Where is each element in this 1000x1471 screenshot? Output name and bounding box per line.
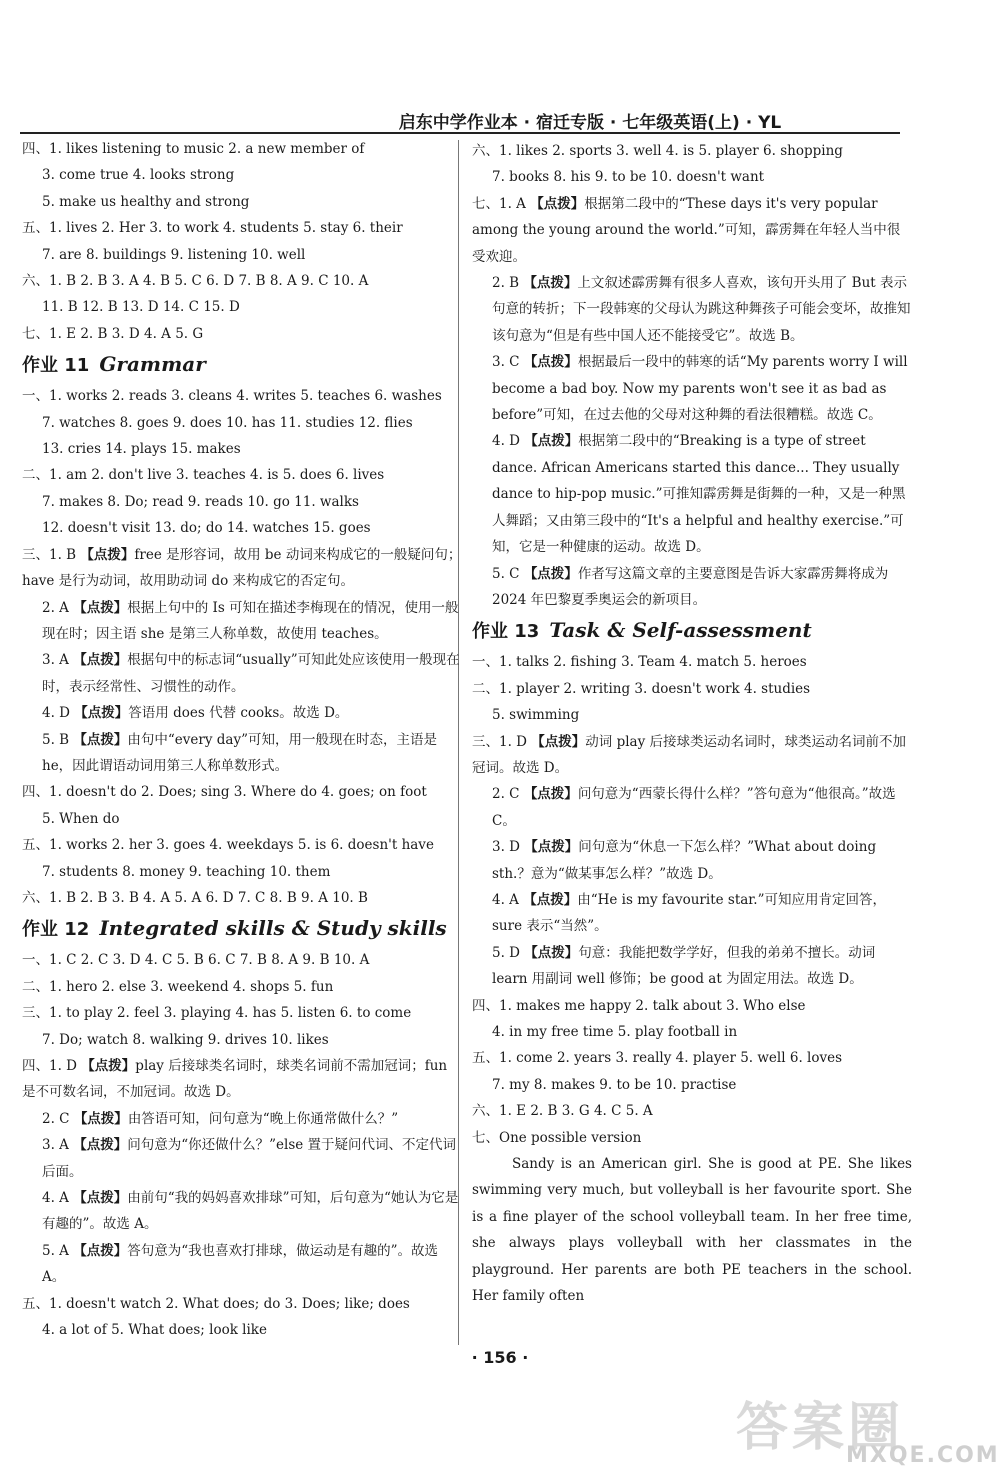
answer-line: 六、1. B 2. B 3. A 4. B 5. C 6. D 7. B 8. A 9. C 10. A: [22, 273, 369, 290]
explanation-text: 根据上句中的 Is 可知在描述李梅现在的情况，使用一般现在时；因主语 she 是第三人称单数，故使用 teaches。: [42, 599, 459, 642]
answer-line: 五、1. lives 2. Her 3. to work 4. students 5. stay 6. their: [22, 220, 403, 237]
answer-line: 7. are 8. buildings 9. listening 10. well: [42, 246, 306, 263]
item-number: 三、1. D: [472, 733, 527, 750]
explanation-text: play 后接球类名词时，球类名词前不需加冠词；fun 是不可数名词，不加冠词。故选 D。: [22, 1058, 448, 1101]
hint-tag: 【点拨】: [524, 433, 579, 450]
explanation-item: [22, 595, 462, 648]
explanation-item: [22, 727, 462, 780]
explanation-text: 由答语可知，问句意为“晚上你通常做什么？”: [127, 1110, 399, 1127]
item-number: 5. C: [492, 565, 520, 582]
item-number: 3. C: [492, 354, 520, 371]
answer-line: 一、1. C 2. C 3. D 4. C 5. B 6. C 7. B 8. A 9. B 10. A: [22, 952, 370, 969]
item-number: 3. A: [42, 652, 69, 669]
answer-line: 六、1. E 2. B 3. G 4. C 5. A: [472, 1103, 653, 1120]
explanation-item: [472, 349, 912, 428]
explanation-item: [472, 940, 912, 993]
explanation-text: 由前句“我的妈妈喜欢排球”可知，后句意为“她认为它是有趣的”。故选 A。: [42, 1190, 459, 1233]
explanation-item: [22, 542, 462, 595]
explanation-text: 动词 play 后接球类运动名词时，球类运动名词前不加冠词。故选 D。: [472, 733, 907, 776]
explanation-text: 句意：我能把数学学好，但我的弟弟不擅长。动词 learn 用副词 well 修饰；be good at 为固定用法。故选 D。: [492, 944, 876, 988]
sample-essay: Sandy is an American girl. She is good at PE. She likes swimming very much, but volleyball is her favourite sport. She is a fine player of the school volleyball team. In her free time, she always plays volleyball with her classmates in the playground. Her parents are both PE teachers in the school. Her family often: [472, 1156, 912, 1305]
item-number: 2. B: [492, 275, 520, 292]
explanation-text: 由“He is my favourite star.”可知应用肯定回答，sure 表示“当然”。: [492, 891, 886, 935]
answer-line: 二、1. am 2. don't live 3. teaches 4. is 5. does 6. lives: [22, 467, 385, 484]
hint-tag: 【点拨】: [80, 546, 135, 563]
answer-line: 五、1. doesn't watch 2. What does; do 3. Does; like; does: [22, 1295, 410, 1312]
explanation-text: 根据第二段中的“These days it's very popular among the young around the world.”可知，霹雳舞在年轻人当中很受欢迎。: [472, 195, 901, 265]
heading-label: 作业 11: [22, 355, 90, 377]
answer-line: 六、1. B 2. B 3. B 4. A 5. A 6. D 7. C 8. B 9. A 10. B: [22, 889, 368, 906]
item-number: 3. D: [492, 839, 520, 856]
hint-tag: 【点拨】: [523, 354, 578, 371]
explanation-text: 问句意为“你还做什么？”else 置于疑问代词、不定代词后面。: [42, 1137, 457, 1180]
explanation-item: [22, 1053, 462, 1106]
header-rule: [20, 132, 900, 134]
hint-tag: 【点拨】: [524, 839, 579, 856]
left-column: [22, 136, 462, 1343]
answer-line: 7. makes 8. Do; read 9. reads 10. go 11. walks: [42, 493, 359, 510]
section-heading-13: [472, 615, 912, 647]
hint-tag: 【点拨】: [524, 944, 579, 961]
answer-line: 12. doesn't visit 13. do; do 14. watches 15. goes: [42, 520, 371, 537]
hint-tag: 【点拨】: [531, 733, 586, 750]
answer-line: 五、1. come 2. years 3. really 4. player 5. well 6. loves: [472, 1050, 843, 1067]
explanation-text: 根据第二段中的“Breaking is a type of street dance. African Americans started this dance... They usually dance to hip-pop music.”可推知霹雳舞是街舞的一种，又是一种黑人舞蹈；又由第三段中的“It's a helpful and healthy exercise.”可知，它是一种健康的运动。故选 D。: [492, 433, 906, 556]
explanation-item: [472, 561, 912, 614]
hint-tag: 【点拨】: [73, 1242, 128, 1259]
watermark-logo: [736, 1385, 1000, 1468]
item-number: 2. A: [42, 599, 69, 616]
heading-title: Grammar: [99, 352, 206, 377]
page-number: · 156 ·: [471, 1348, 529, 1367]
heading-label: 作业 12: [22, 919, 90, 941]
right-column: [472, 138, 912, 1309]
explanation-item: [472, 729, 912, 782]
explanation-item: [22, 1132, 462, 1185]
answer-line: 三、1. to play 2. feel 3. playing 4. has 5. listen 6. to come: [22, 1005, 412, 1022]
hint-tag: 【点拨】: [74, 705, 129, 722]
answer-line: 四、1. likes listening to music 2. a new member of: [22, 141, 365, 157]
section-heading-12: [22, 913, 462, 945]
section-heading-11: [22, 349, 462, 381]
watermark-text: 答案圈: [736, 1398, 905, 1458]
hint-tag: 【点拨】: [73, 599, 128, 616]
answer-line: 5. swimming: [492, 707, 580, 724]
explanation-item: [472, 887, 912, 940]
hint-tag: 【点拨】: [73, 652, 128, 669]
answer-line: 5. When do: [42, 810, 120, 827]
answer-line: 7. students 8. money 9. teaching 10. them: [42, 863, 331, 880]
hint-tag: 【点拨】: [530, 195, 585, 212]
explanation-text: free 是形容词，故用 be 动词来构成它的一般疑问句；have 是行为动词，故用助动词 do 来构成它的否定句。: [22, 546, 462, 590]
running-header: 启东中学作业本 · 宿迁专版 · 七年级英语(上) · YL: [398, 113, 782, 133]
item-number: 5. D: [492, 944, 520, 961]
answer-line: 七、One possible version: [472, 1129, 642, 1146]
explanation-item: [22, 700, 462, 726]
item-number: 4. A: [42, 1190, 69, 1207]
answer-line: 7. my 8. makes 9. to be 10. practise: [492, 1076, 737, 1093]
item-number: 2. C: [492, 786, 520, 803]
answer-line: 4. in my free time 5. play football in: [492, 1024, 738, 1040]
explanation-item: [22, 1185, 462, 1238]
explanation-item: [472, 428, 912, 560]
answer-line: 一、1. talks 2. fishing 3. Team 4. match 5. heroes: [472, 654, 807, 671]
explanation-item: [22, 1238, 462, 1291]
item-number: 4. D: [492, 433, 520, 450]
hint-tag: 【点拨】: [73, 1190, 128, 1207]
explanation-item: [472, 191, 912, 270]
explanation-item: [472, 834, 912, 887]
item-number: 2. C: [42, 1110, 70, 1127]
explanation-text: 上文叙述霹雳舞有很多人喜欢，该句开头用了 But 表示句意的转折；下一段韩寒的父母认为跳这种舞孩子可能会变坏，故推知该句意为“但是有些中国人还不能接受它”。故选 B。: [492, 275, 911, 344]
item-number: 3. A: [42, 1137, 69, 1154]
item-number: 四、1. D: [22, 1058, 77, 1074]
hint-tag: 【点拨】: [523, 275, 578, 292]
answer-line: 4. a lot of 5. What does; look like: [42, 1322, 267, 1339]
answer-line: 11. B 12. B 13. D 14. C 15. D: [42, 299, 240, 316]
hint-tag: 【点拨】: [523, 786, 578, 803]
answer-line: 7. Do; watch 8. walking 9. drives 10. likes: [42, 1031, 329, 1048]
item-number: 4. A: [492, 891, 519, 908]
answer-line: 3. come true 4. looks strong: [42, 167, 235, 184]
answer-line: 七、1. E 2. B 3. D 4. A 5. G: [22, 325, 204, 342]
heading-label: 作业 13: [472, 621, 540, 643]
hint-tag: 【点拨】: [73, 1110, 128, 1127]
hint-tag: 【点拨】: [523, 565, 578, 582]
answer-line: 四、1. doesn't do 2. Does; sing 3. Where do 4. goes; on foot: [22, 784, 427, 801]
explanation-item: [472, 270, 912, 349]
answer-line: 7. watches 8. goes 9. does 10. has 11. studies 12. flies: [42, 414, 413, 431]
item-number: 5. A: [42, 1242, 69, 1259]
hint-tag: 【点拨】: [81, 1058, 136, 1074]
answer-line: 一、1. works 2. reads 3. cleans 4. writes 5. teaches 6. washes: [22, 388, 442, 405]
item-number: 4. D: [42, 705, 70, 722]
explanation-text: 根据最后一段中的韩寒的话“My parents worry I will become a bad boy. Now my parents won't see it as bad as before”可知，在过去他的父母对这种舞的看法很糟糕。故选 C。: [492, 354, 908, 424]
answer-line: 7. books 8. his 9. to be 10. doesn't want: [492, 169, 765, 186]
hint-tag: 【点拨】: [73, 1137, 128, 1154]
answer-line: 五、1. works 2. her 3. goes 4. weekdays 5. is 6. doesn't have: [22, 837, 434, 854]
answer-line: 5. make us healthy and strong: [42, 193, 250, 210]
explanation-text: 根据句中的标志词“usually”可知此处应该使用一般现在时，表示经常性、习惯性的动作。: [42, 652, 460, 695]
answer-line: 四、1. makes me happy 2. talk about 3. Who else: [472, 997, 806, 1014]
explanation-text: 答句意为“我也喜欢打排球，做运动是有趣的”。故选 A。: [42, 1242, 439, 1286]
explanation-text: 问句意为“西蒙长得什么样？”答句意为“他很高。”故选 C。: [492, 786, 896, 829]
item-number: 三、1. B: [22, 546, 77, 563]
answer-line: 二、1. hero 2. else 3. weekend 4. shops 5. fun: [22, 978, 334, 995]
answer-line: 13. cries 14. plays 15. makes: [42, 441, 241, 458]
heading-title: Integrated skills & Study skills: [99, 916, 447, 941]
explanation-text: 作者写这篇文章的主要意图是告诉大家霹雳舞将成为 2024 年巴黎夏季奥运会的新项目。: [492, 565, 889, 608]
explanation-item: [472, 781, 912, 834]
explanation-text: 问句意为“休息一下怎么样？”What about doing sth.？意为“做某事怎么样？”故选 D。: [492, 839, 877, 882]
hint-tag: 【点拨】: [73, 731, 128, 748]
watermark-url: MXQE.COM: [846, 1443, 1000, 1468]
explanation-text: 答语用 does 代替 cooks。故选 D。: [128, 705, 349, 722]
explanation-item: [22, 647, 462, 700]
explanation-text: 由句中“every day”可知，用一般现在时态，主语是 he，因此谓语动词用第三人称单数形式。: [42, 731, 437, 774]
answer-line: 六、1. likes 2. sports 3. well 4. is 5. player 6. shopping: [472, 143, 843, 159]
heading-title: Task & Self-assessment: [549, 618, 812, 643]
item-number: 5. B: [42, 731, 70, 748]
item-number: 七、1. A: [472, 195, 526, 212]
explanation-item: [22, 1106, 462, 1132]
hint-tag: 【点拨】: [523, 891, 578, 908]
answer-line: 二、1. player 2. writing 3. doesn't work 4. studies: [472, 680, 811, 697]
